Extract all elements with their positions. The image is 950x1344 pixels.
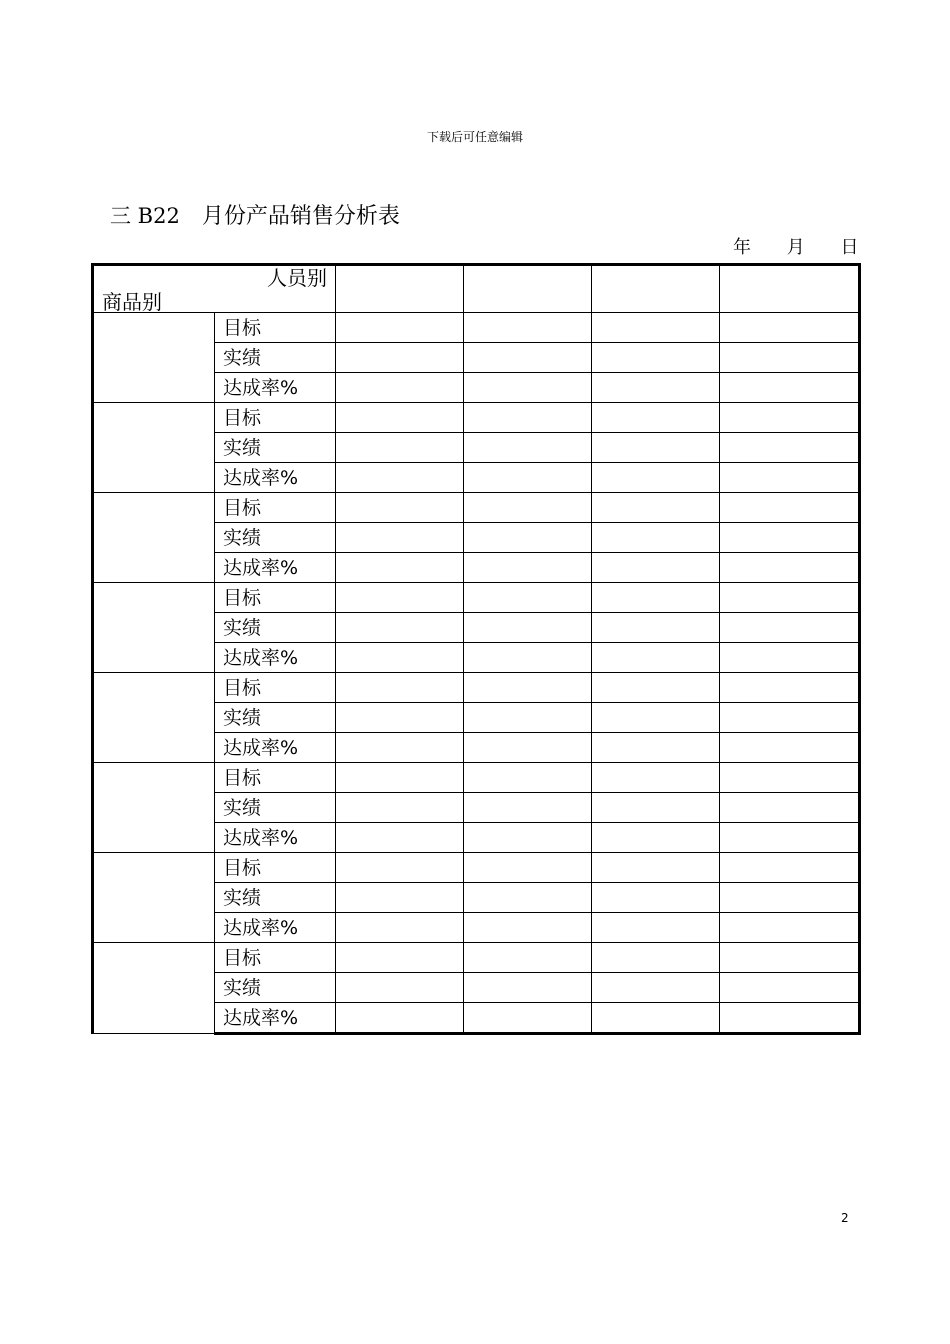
value-cell[interactable] xyxy=(336,433,464,463)
value-cell[interactable] xyxy=(336,973,464,1003)
value-cell[interactable] xyxy=(464,583,592,613)
table-row xyxy=(93,493,860,523)
value-cell[interactable] xyxy=(592,403,720,433)
value-cell[interactable] xyxy=(336,343,464,373)
value-cell[interactable] xyxy=(464,613,592,643)
value-cell[interactable] xyxy=(336,493,464,523)
value-cell[interactable] xyxy=(592,733,720,763)
value-cell[interactable] xyxy=(720,883,860,913)
value-cell[interactable] xyxy=(464,703,592,733)
value-cell[interactable] xyxy=(592,673,720,703)
value-cell[interactable] xyxy=(464,463,592,493)
metric-label: 目标 xyxy=(215,853,336,883)
corner-top-label: 人员别 xyxy=(267,266,327,290)
product-name-cell[interactable] xyxy=(93,403,215,493)
value-cell[interactable] xyxy=(336,793,464,823)
metric-label: 达成率% xyxy=(215,463,336,493)
value-cell[interactable] xyxy=(592,343,720,373)
value-cell[interactable] xyxy=(336,763,464,793)
metric-label: 实绩 xyxy=(215,433,336,463)
date-line xyxy=(733,233,858,259)
metric-label: 目标 xyxy=(215,673,336,703)
value-cell[interactable] xyxy=(592,1003,720,1034)
person-column-header[interactable] xyxy=(720,265,860,313)
metric-label: 达成率% xyxy=(215,823,336,853)
value-cell[interactable] xyxy=(592,613,720,643)
corner-header-cell xyxy=(93,265,336,313)
value-cell[interactable] xyxy=(336,553,464,583)
value-cell[interactable] xyxy=(464,673,592,703)
table-row xyxy=(93,583,860,613)
metric-label: 目标 xyxy=(215,943,336,973)
value-cell[interactable] xyxy=(720,523,860,553)
date-day-label: 日 xyxy=(840,237,859,258)
metric-label: 目标 xyxy=(215,313,336,343)
value-cell[interactable] xyxy=(592,913,720,943)
value-cell[interactable] xyxy=(464,313,592,343)
value-cell[interactable] xyxy=(720,433,860,463)
metric-label: 达成率% xyxy=(215,733,336,763)
value-cell[interactable] xyxy=(720,673,860,703)
value-cell[interactable] xyxy=(464,553,592,583)
value-cell[interactable] xyxy=(336,673,464,703)
page-number: 2 xyxy=(841,1211,849,1225)
value-cell[interactable] xyxy=(336,703,464,733)
product-name-cell[interactable] xyxy=(93,493,215,583)
value-cell[interactable] xyxy=(592,763,720,793)
value-cell[interactable] xyxy=(592,853,720,883)
table-header-row xyxy=(93,265,860,313)
value-cell[interactable] xyxy=(464,823,592,853)
table-row xyxy=(93,673,860,703)
value-cell[interactable] xyxy=(720,763,860,793)
value-cell[interactable] xyxy=(464,343,592,373)
sales-analysis-table xyxy=(91,263,861,1035)
product-name-cell[interactable] xyxy=(93,313,215,403)
value-cell[interactable] xyxy=(336,823,464,853)
metric-label: 实绩 xyxy=(215,703,336,733)
metric-label: 实绩 xyxy=(215,883,336,913)
table-row xyxy=(93,763,860,793)
value-cell[interactable] xyxy=(336,613,464,643)
metric-label: 目标 xyxy=(215,583,336,613)
value-cell[interactable] xyxy=(592,553,720,583)
metric-label: 实绩 xyxy=(215,523,336,553)
value-cell[interactable] xyxy=(592,973,720,1003)
form-code: 三 B22 xyxy=(110,204,180,228)
value-cell[interactable] xyxy=(720,493,860,523)
value-cell[interactable] xyxy=(720,403,860,433)
value-cell[interactable] xyxy=(464,883,592,913)
metric-label: 达成率% xyxy=(215,913,336,943)
value-cell[interactable] xyxy=(720,733,860,763)
table-row xyxy=(93,943,860,973)
value-cell[interactable] xyxy=(720,823,860,853)
date-month-label: 月 xyxy=(786,237,805,258)
table-row xyxy=(93,313,860,343)
title-text: 月份产品销售分析表 xyxy=(201,204,400,229)
value-cell[interactable] xyxy=(336,883,464,913)
value-cell[interactable] xyxy=(592,793,720,823)
metric-label: 目标 xyxy=(215,403,336,433)
value-cell[interactable] xyxy=(336,583,464,613)
product-name-cell[interactable] xyxy=(93,943,215,1034)
corner-bottom-label: 商品别 xyxy=(102,290,162,314)
value-cell[interactable] xyxy=(336,523,464,553)
person-column-header[interactable] xyxy=(592,265,720,313)
value-cell[interactable] xyxy=(592,433,720,463)
value-cell[interactable] xyxy=(464,643,592,673)
value-cell[interactable] xyxy=(336,643,464,673)
value-cell[interactable] xyxy=(720,1003,860,1034)
value-cell[interactable] xyxy=(720,973,860,1003)
product-name-cell[interactable] xyxy=(93,583,215,673)
metric-label: 实绩 xyxy=(215,613,336,643)
date-year-label: 年 xyxy=(733,237,751,258)
value-cell[interactable] xyxy=(720,313,860,343)
product-name-cell[interactable] xyxy=(93,763,215,853)
value-cell[interactable] xyxy=(720,553,860,583)
metric-label: 实绩 xyxy=(215,343,336,373)
metric-label: 达成率% xyxy=(215,553,336,583)
metric-label: 实绩 xyxy=(215,973,336,1003)
value-cell[interactable] xyxy=(464,853,592,883)
value-cell[interactable] xyxy=(464,493,592,523)
product-name-cell[interactable] xyxy=(93,673,215,763)
value-cell[interactable] xyxy=(336,313,464,343)
table-row xyxy=(93,853,860,883)
page-title xyxy=(110,199,400,230)
metric-label: 实绩 xyxy=(215,793,336,823)
value-cell[interactable] xyxy=(720,913,860,943)
value-cell[interactable] xyxy=(336,943,464,973)
value-cell[interactable] xyxy=(592,493,720,523)
value-cell[interactable] xyxy=(720,613,860,643)
value-cell[interactable] xyxy=(464,943,592,973)
value-cell[interactable] xyxy=(464,973,592,1003)
metric-label: 目标 xyxy=(215,493,336,523)
value-cell[interactable] xyxy=(336,913,464,943)
value-cell[interactable] xyxy=(720,463,860,493)
table-row xyxy=(93,403,860,433)
value-cell[interactable] xyxy=(720,583,860,613)
value-cell[interactable] xyxy=(720,943,860,973)
metric-label: 达成率% xyxy=(215,1003,336,1034)
value-cell[interactable] xyxy=(592,703,720,733)
value-cell[interactable] xyxy=(336,403,464,433)
metric-label: 达成率% xyxy=(215,373,336,403)
header-note: 下载后可任意编辑 xyxy=(426,130,523,144)
value-cell[interactable] xyxy=(464,913,592,943)
value-cell[interactable] xyxy=(720,703,860,733)
value-cell[interactable] xyxy=(592,463,720,493)
value-cell[interactable] xyxy=(336,1003,464,1034)
metric-label: 达成率% xyxy=(215,643,336,673)
value-cell[interactable] xyxy=(464,1003,592,1034)
value-cell[interactable] xyxy=(720,373,860,403)
value-cell[interactable] xyxy=(592,883,720,913)
value-cell[interactable] xyxy=(336,463,464,493)
person-column-header[interactable] xyxy=(336,265,464,313)
value-cell[interactable] xyxy=(592,313,720,343)
metric-label: 目标 xyxy=(215,763,336,793)
value-cell[interactable] xyxy=(336,373,464,403)
value-cell[interactable] xyxy=(592,583,720,613)
value-cell[interactable] xyxy=(464,433,592,463)
person-column-header[interactable] xyxy=(464,265,592,313)
value-cell[interactable] xyxy=(464,763,592,793)
value-cell[interactable] xyxy=(720,853,860,883)
value-cell[interactable] xyxy=(592,523,720,553)
value-cell[interactable] xyxy=(592,823,720,853)
value-cell[interactable] xyxy=(464,523,592,553)
value-cell[interactable] xyxy=(592,943,720,973)
value-cell[interactable] xyxy=(720,643,860,673)
value-cell[interactable] xyxy=(464,373,592,403)
value-cell[interactable] xyxy=(720,793,860,823)
value-cell[interactable] xyxy=(720,343,860,373)
value-cell[interactable] xyxy=(336,853,464,883)
value-cell[interactable] xyxy=(336,733,464,763)
value-cell[interactable] xyxy=(464,733,592,763)
product-name-cell[interactable] xyxy=(93,853,215,943)
value-cell[interactable] xyxy=(592,643,720,673)
value-cell[interactable] xyxy=(464,793,592,823)
value-cell[interactable] xyxy=(592,373,720,403)
value-cell[interactable] xyxy=(464,403,592,433)
